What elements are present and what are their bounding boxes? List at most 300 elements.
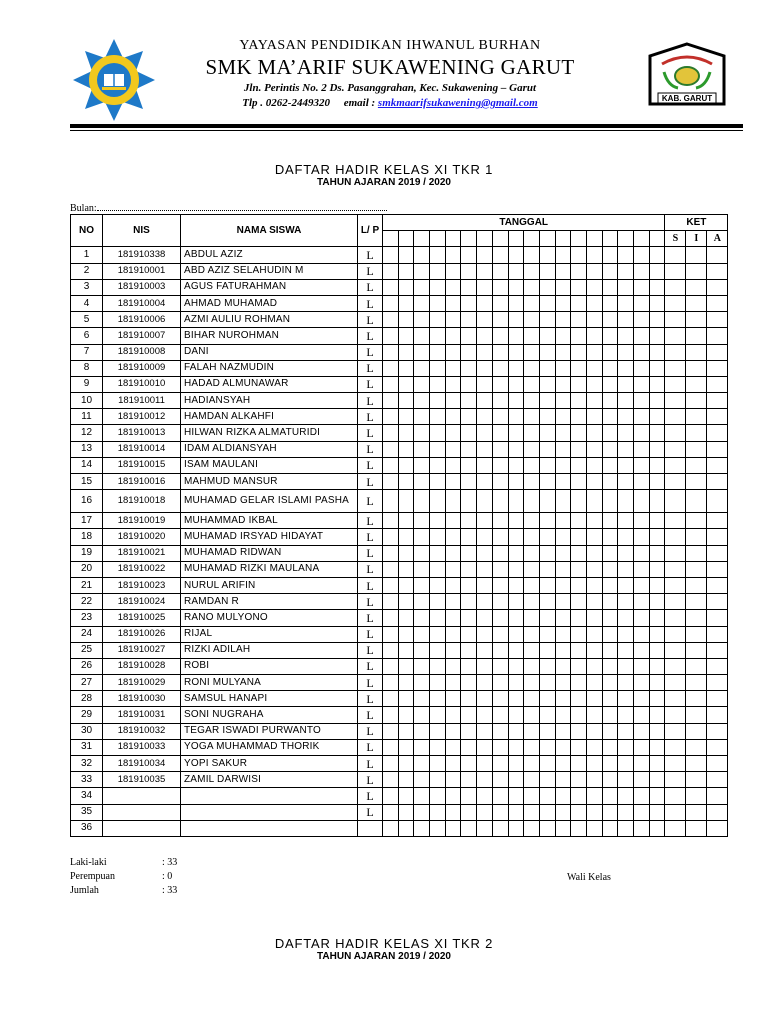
attendance-cell[interactable] [508,474,524,490]
attendance-cell[interactable] [555,312,571,328]
attendance-cell[interactable] [586,474,602,490]
attendance-cell[interactable] [571,610,587,626]
attendance-cell[interactable] [618,344,634,360]
attendance-cell[interactable] [539,820,555,836]
attendance-cell[interactable] [524,328,540,344]
attendance-cell[interactable] [618,804,634,820]
attendance-cell[interactable] [477,457,493,473]
ket-cell[interactable] [686,409,707,425]
attendance-cell[interactable] [445,756,461,772]
attendance-cell[interactable] [477,545,493,561]
attendance-cell[interactable] [555,393,571,409]
attendance-cell[interactable] [555,788,571,804]
attendance-cell[interactable] [649,610,665,626]
attendance-cell[interactable] [571,312,587,328]
ket-cell[interactable] [686,393,707,409]
attendance-cell[interactable] [524,788,540,804]
attendance-cell[interactable] [618,675,634,691]
ket-cell[interactable] [707,328,728,344]
attendance-cell[interactable] [555,610,571,626]
ket-cell[interactable] [665,425,686,441]
attendance-cell[interactable] [430,279,446,295]
attendance-cell[interactable] [602,610,618,626]
attendance-cell[interactable] [445,441,461,457]
attendance-cell[interactable] [430,626,446,642]
attendance-cell[interactable] [571,545,587,561]
ket-cell[interactable] [686,788,707,804]
attendance-cell[interactable] [383,457,399,473]
ket-cell[interactable] [707,312,728,328]
attendance-cell[interactable] [398,739,414,755]
ket-cell[interactable] [707,279,728,295]
ket-cell[interactable] [686,820,707,836]
ket-cell[interactable] [707,723,728,739]
attendance-cell[interactable] [618,626,634,642]
attendance-cell[interactable] [414,626,430,642]
attendance-cell[interactable] [398,247,414,263]
attendance-cell[interactable] [477,328,493,344]
attendance-cell[interactable] [461,788,477,804]
ket-cell[interactable] [707,675,728,691]
attendance-cell[interactable] [618,409,634,425]
attendance-cell[interactable] [477,490,493,513]
attendance-cell[interactable] [477,529,493,545]
ket-cell[interactable] [665,344,686,360]
attendance-cell[interactable] [398,529,414,545]
attendance-cell[interactable] [539,756,555,772]
attendance-cell[interactable] [618,490,634,513]
attendance-cell[interactable] [398,691,414,707]
attendance-cell[interactable] [524,675,540,691]
attendance-cell[interactable] [492,344,508,360]
attendance-cell[interactable] [618,312,634,328]
attendance-cell[interactable] [398,642,414,658]
attendance-cell[interactable] [649,707,665,723]
attendance-cell[interactable] [524,441,540,457]
attendance-cell[interactable] [383,393,399,409]
attendance-cell[interactable] [445,723,461,739]
attendance-cell[interactable] [492,658,508,674]
attendance-cell[interactable] [508,279,524,295]
attendance-cell[interactable] [445,376,461,392]
attendance-cell[interactable] [508,360,524,376]
attendance-cell[interactable] [508,425,524,441]
attendance-cell[interactable] [602,594,618,610]
attendance-cell[interactable] [445,328,461,344]
attendance-cell[interactable] [618,756,634,772]
attendance-cell[interactable] [461,642,477,658]
attendance-cell[interactable] [461,247,477,263]
attendance-cell[interactable] [539,295,555,311]
attendance-cell[interactable] [398,707,414,723]
attendance-cell[interactable] [571,279,587,295]
attendance-cell[interactable] [634,626,650,642]
attendance-cell[interactable] [524,312,540,328]
attendance-cell[interactable] [586,328,602,344]
attendance-cell[interactable] [383,529,399,545]
ket-cell[interactable] [707,577,728,593]
attendance-cell[interactable] [555,691,571,707]
attendance-cell[interactable] [461,545,477,561]
attendance-cell[interactable] [586,393,602,409]
attendance-cell[interactable] [508,376,524,392]
attendance-cell[interactable] [649,263,665,279]
attendance-cell[interactable] [508,772,524,788]
attendance-cell[interactable] [430,594,446,610]
attendance-cell[interactable] [555,409,571,425]
attendance-cell[interactable] [586,344,602,360]
ket-cell[interactable] [665,295,686,311]
date-cell[interactable] [602,231,618,247]
attendance-cell[interactable] [649,788,665,804]
attendance-cell[interactable] [649,513,665,529]
attendance-cell[interactable] [508,739,524,755]
attendance-cell[interactable] [445,610,461,626]
attendance-cell[interactable] [555,328,571,344]
attendance-cell[interactable] [602,820,618,836]
attendance-cell[interactable] [539,626,555,642]
attendance-cell[interactable] [492,642,508,658]
ket-cell[interactable] [686,441,707,457]
attendance-cell[interactable] [649,804,665,820]
attendance-cell[interactable] [477,658,493,674]
attendance-cell[interactable] [555,490,571,513]
attendance-cell[interactable] [477,707,493,723]
attendance-cell[interactable] [492,626,508,642]
attendance-cell[interactable] [649,529,665,545]
attendance-cell[interactable] [555,545,571,561]
ket-cell[interactable] [707,409,728,425]
attendance-cell[interactable] [430,247,446,263]
attendance-cell[interactable] [492,376,508,392]
attendance-cell[interactable] [586,425,602,441]
attendance-cell[interactable] [461,594,477,610]
attendance-cell[interactable] [586,723,602,739]
attendance-cell[interactable] [524,658,540,674]
attendance-cell[interactable] [649,312,665,328]
attendance-cell[interactable] [430,723,446,739]
attendance-cell[interactable] [398,561,414,577]
attendance-cell[interactable] [634,658,650,674]
attendance-cell[interactable] [539,425,555,441]
attendance-cell[interactable] [383,545,399,561]
attendance-cell[interactable] [477,772,493,788]
attendance-cell[interactable] [649,739,665,755]
attendance-cell[interactable] [398,425,414,441]
attendance-cell[interactable] [571,756,587,772]
attendance-cell[interactable] [571,594,587,610]
attendance-cell[interactable] [398,457,414,473]
attendance-cell[interactable] [524,691,540,707]
ket-cell[interactable] [707,772,728,788]
attendance-cell[interactable] [414,804,430,820]
attendance-cell[interactable] [383,691,399,707]
attendance-cell[interactable] [430,328,446,344]
attendance-cell[interactable] [618,376,634,392]
attendance-cell[interactable] [508,707,524,723]
attendance-cell[interactable] [508,545,524,561]
attendance-cell[interactable] [430,441,446,457]
attendance-cell[interactable] [539,772,555,788]
date-cell[interactable] [555,231,571,247]
attendance-cell[interactable] [383,707,399,723]
attendance-cell[interactable] [383,739,399,755]
attendance-cell[interactable] [602,642,618,658]
attendance-cell[interactable] [634,263,650,279]
attendance-cell[interactable] [461,756,477,772]
date-cell[interactable] [445,231,461,247]
attendance-cell[interactable] [602,441,618,457]
attendance-cell[interactable] [634,691,650,707]
attendance-cell[interactable] [602,658,618,674]
attendance-cell[interactable] [586,691,602,707]
attendance-cell[interactable] [571,263,587,279]
attendance-cell[interactable] [461,409,477,425]
attendance-cell[interactable] [602,457,618,473]
attendance-cell[interactable] [383,312,399,328]
attendance-cell[interactable] [555,360,571,376]
attendance-cell[interactable] [383,594,399,610]
attendance-cell[interactable] [430,513,446,529]
attendance-cell[interactable] [634,756,650,772]
attendance-cell[interactable] [618,247,634,263]
attendance-cell[interactable] [492,474,508,490]
attendance-cell[interactable] [571,707,587,723]
ket-cell[interactable] [665,788,686,804]
attendance-cell[interactable] [524,263,540,279]
attendance-cell[interactable] [524,594,540,610]
attendance-cell[interactable] [414,513,430,529]
ket-cell[interactable] [665,739,686,755]
ket-cell[interactable] [665,279,686,295]
attendance-cell[interactable] [571,457,587,473]
attendance-cell[interactable] [461,344,477,360]
attendance-cell[interactable] [634,739,650,755]
attendance-cell[interactable] [430,393,446,409]
ket-cell[interactable] [686,513,707,529]
attendance-cell[interactable] [461,529,477,545]
attendance-cell[interactable] [602,393,618,409]
attendance-cell[interactable] [477,425,493,441]
attendance-cell[interactable] [383,642,399,658]
attendance-cell[interactable] [602,263,618,279]
ket-cell[interactable] [665,561,686,577]
attendance-cell[interactable] [539,642,555,658]
attendance-cell[interactable] [602,772,618,788]
attendance-cell[interactable] [461,360,477,376]
attendance-cell[interactable] [508,610,524,626]
attendance-cell[interactable] [524,376,540,392]
attendance-cell[interactable] [634,312,650,328]
attendance-cell[interactable] [477,376,493,392]
attendance-cell[interactable] [492,529,508,545]
ket-cell[interactable] [665,474,686,490]
attendance-cell[interactable] [524,409,540,425]
attendance-cell[interactable] [539,409,555,425]
attendance-cell[interactable] [539,675,555,691]
attendance-cell[interactable] [555,263,571,279]
attendance-cell[interactable] [634,376,650,392]
attendance-cell[interactable] [477,626,493,642]
attendance-cell[interactable] [524,344,540,360]
ket-cell[interactable] [707,441,728,457]
attendance-cell[interactable] [618,393,634,409]
attendance-cell[interactable] [634,577,650,593]
month-blank[interactable] [97,201,387,211]
attendance-cell[interactable] [508,723,524,739]
attendance-cell[interactable] [634,247,650,263]
attendance-cell[interactable] [539,577,555,593]
attendance-cell[interactable] [555,457,571,473]
attendance-cell[interactable] [398,756,414,772]
attendance-cell[interactable] [524,739,540,755]
attendance-cell[interactable] [649,279,665,295]
attendance-cell[interactable] [524,820,540,836]
attendance-cell[interactable] [618,457,634,473]
attendance-cell[interactable] [477,804,493,820]
ket-cell[interactable] [665,610,686,626]
ket-cell[interactable] [686,360,707,376]
attendance-cell[interactable] [430,658,446,674]
attendance-cell[interactable] [586,610,602,626]
ket-cell[interactable] [665,723,686,739]
ket-cell[interactable] [686,626,707,642]
attendance-cell[interactable] [445,279,461,295]
attendance-cell[interactable] [461,772,477,788]
attendance-cell[interactable] [445,820,461,836]
attendance-cell[interactable] [524,707,540,723]
attendance-cell[interactable] [586,441,602,457]
attendance-cell[interactable] [649,295,665,311]
attendance-cell[interactable] [508,247,524,263]
attendance-cell[interactable] [649,360,665,376]
attendance-cell[interactable] [539,328,555,344]
ket-cell[interactable] [686,739,707,755]
attendance-cell[interactable] [492,691,508,707]
attendance-cell[interactable] [383,561,399,577]
attendance-cell[interactable] [414,490,430,513]
ket-cell[interactable] [665,393,686,409]
attendance-cell[interactable] [649,344,665,360]
attendance-cell[interactable] [492,804,508,820]
attendance-cell[interactable] [414,376,430,392]
attendance-cell[interactable] [524,756,540,772]
ket-cell[interactable] [707,393,728,409]
attendance-cell[interactable] [508,594,524,610]
attendance-cell[interactable] [586,626,602,642]
attendance-cell[interactable] [445,626,461,642]
attendance-cell[interactable] [430,295,446,311]
attendance-cell[interactable] [649,328,665,344]
attendance-cell[interactable] [398,804,414,820]
attendance-cell[interactable] [571,691,587,707]
ket-cell[interactable] [686,295,707,311]
attendance-cell[interactable] [524,457,540,473]
attendance-cell[interactable] [383,441,399,457]
attendance-cell[interactable] [430,756,446,772]
date-cell[interactable] [461,231,477,247]
attendance-cell[interactable] [430,804,446,820]
attendance-cell[interactable] [571,804,587,820]
attendance-cell[interactable] [508,756,524,772]
attendance-cell[interactable] [586,707,602,723]
attendance-cell[interactable] [398,312,414,328]
attendance-cell[interactable] [414,577,430,593]
attendance-cell[interactable] [571,529,587,545]
attendance-cell[interactable] [477,561,493,577]
attendance-cell[interactable] [571,577,587,593]
attendance-cell[interactable] [649,626,665,642]
attendance-cell[interactable] [634,425,650,441]
attendance-cell[interactable] [586,594,602,610]
attendance-cell[interactable] [618,474,634,490]
email-link[interactable]: smkmaarifsukawening@gmail.com [377,97,538,109]
attendance-cell[interactable] [414,707,430,723]
attendance-cell[interactable] [445,739,461,755]
attendance-cell[interactable] [461,490,477,513]
attendance-cell[interactable] [634,529,650,545]
attendance-cell[interactable] [492,425,508,441]
attendance-cell[interactable] [445,594,461,610]
attendance-cell[interactable] [414,263,430,279]
attendance-cell[interactable] [492,409,508,425]
attendance-cell[interactable] [602,675,618,691]
attendance-cell[interactable] [383,577,399,593]
attendance-cell[interactable] [477,594,493,610]
attendance-cell[interactable] [414,247,430,263]
attendance-cell[interactable] [634,328,650,344]
attendance-cell[interactable] [414,658,430,674]
attendance-cell[interactable] [649,820,665,836]
ket-cell[interactable] [686,642,707,658]
attendance-cell[interactable] [602,247,618,263]
attendance-cell[interactable] [649,247,665,263]
attendance-cell[interactable] [383,772,399,788]
attendance-cell[interactable] [492,360,508,376]
attendance-cell[interactable] [430,376,446,392]
attendance-cell[interactable] [602,295,618,311]
ket-cell[interactable] [665,545,686,561]
attendance-cell[interactable] [602,561,618,577]
attendance-cell[interactable] [524,425,540,441]
attendance-cell[interactable] [383,804,399,820]
attendance-cell[interactable] [539,529,555,545]
attendance-cell[interactable] [571,247,587,263]
attendance-cell[interactable] [461,441,477,457]
ket-cell[interactable] [665,409,686,425]
ket-cell[interactable] [686,312,707,328]
attendance-cell[interactable] [586,490,602,513]
attendance-cell[interactable] [555,756,571,772]
attendance-cell[interactable] [414,642,430,658]
date-cell[interactable] [524,231,540,247]
attendance-cell[interactable] [445,658,461,674]
attendance-cell[interactable] [539,474,555,490]
attendance-cell[interactable] [398,360,414,376]
ket-cell[interactable] [686,263,707,279]
attendance-cell[interactable] [634,594,650,610]
ket-cell[interactable] [707,610,728,626]
ket-cell[interactable] [707,425,728,441]
attendance-cell[interactable] [602,756,618,772]
attendance-cell[interactable] [430,474,446,490]
attendance-cell[interactable] [649,756,665,772]
attendance-cell[interactable] [586,561,602,577]
attendance-cell[interactable] [586,820,602,836]
ket-cell[interactable] [665,328,686,344]
attendance-cell[interactable] [618,610,634,626]
attendance-cell[interactable] [477,393,493,409]
